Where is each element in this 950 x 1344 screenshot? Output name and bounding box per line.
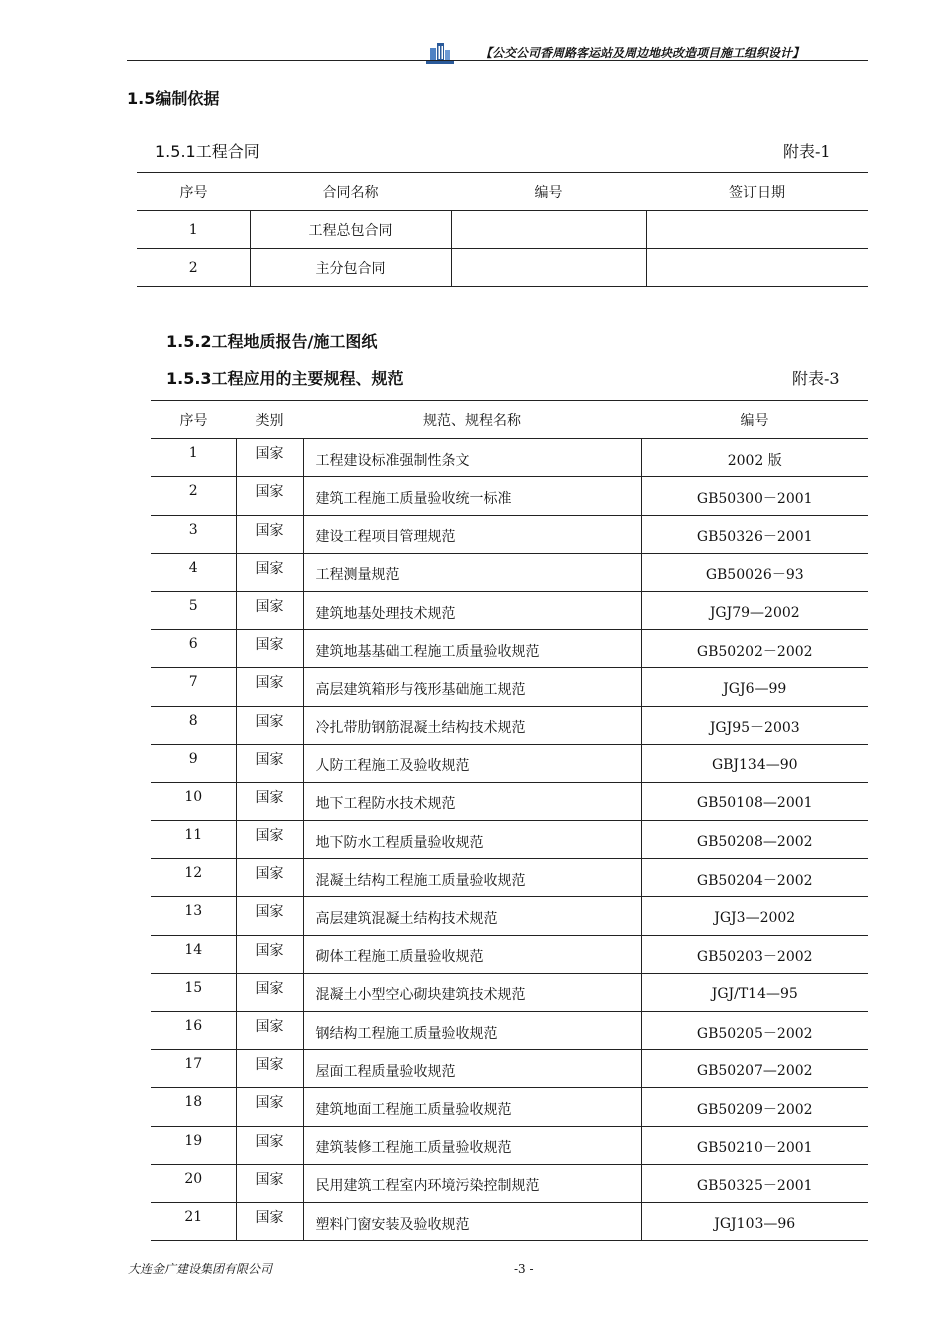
regulation-name: 屋面工程质量验收规范 <box>303 1050 641 1088</box>
regulation-code: GB50205－2002 <box>641 1012 868 1050</box>
footer-company-name: 大连金广建设集团有限公司 <box>128 1262 273 1276</box>
regulation-category: 国家 <box>236 782 303 820</box>
contracts-appendix-label: 附表-1 <box>783 142 831 161</box>
regulation-code: GB50202－2002 <box>641 630 868 668</box>
regulation-name: 建筑地基基础工程施工质量验收规范 <box>303 630 641 668</box>
row-number: 3 <box>151 515 236 553</box>
regulation-code: JGJ103—96 <box>641 1202 868 1240</box>
column-header: 签订日期 <box>646 173 868 211</box>
table-row <box>151 897 868 935</box>
regulation-code: GB50207—2002 <box>641 1050 868 1088</box>
row-number: 13 <box>151 897 236 935</box>
row-number: 2 <box>137 249 250 287</box>
regulation-category: 国家 <box>236 1050 303 1088</box>
header-divider <box>127 60 868 61</box>
table-row <box>151 973 868 1011</box>
regulation-name: 高层建筑箱形与筏形基础施工规范 <box>303 668 641 706</box>
table-row <box>151 1012 868 1050</box>
regulation-category: 国家 <box>236 706 303 744</box>
regulation-code: GB50203－2002 <box>641 935 868 973</box>
regulation-code: GB50204－2002 <box>641 859 868 897</box>
regulation-code: JGJ79—2002 <box>641 591 868 629</box>
table-row <box>151 477 868 515</box>
table-row <box>151 668 868 706</box>
table-row <box>151 515 868 553</box>
table-row <box>137 249 868 287</box>
row-number: 21 <box>151 1202 236 1240</box>
regulation-code: JGJ3—2002 <box>641 897 868 935</box>
regulation-name: 地下防水工程质量验收规范 <box>303 821 641 859</box>
table-row <box>151 1050 868 1088</box>
regulation-category: 国家 <box>236 515 303 553</box>
regulation-code: GB50208—2002 <box>641 821 868 859</box>
regulation-category: 国家 <box>236 1126 303 1164</box>
column-header: 编号 <box>451 173 646 211</box>
regulation-code: GB50210－2001 <box>641 1126 868 1164</box>
row-number: 16 <box>151 1012 236 1050</box>
table-row <box>151 630 868 668</box>
regulation-name: 建筑地面工程施工质量验收规范 <box>303 1088 641 1126</box>
column-header: 序号 <box>137 173 250 211</box>
regulations-appendix-label: 附表-3 <box>792 369 840 388</box>
column-header: 编号 <box>641 401 868 439</box>
regulation-category: 国家 <box>236 1012 303 1050</box>
regulation-code: GB50209－2002 <box>641 1088 868 1126</box>
row-number: 6 <box>151 630 236 668</box>
regulation-name: 建筑地基处理技术规范 <box>303 591 641 629</box>
table-row <box>151 591 868 629</box>
regulation-name: 地下工程防水技术规范 <box>303 782 641 820</box>
regulation-category: 国家 <box>236 897 303 935</box>
row-number: 17 <box>151 1050 236 1088</box>
regulation-code: GB50325－2001 <box>641 1164 868 1202</box>
document-header-title: 【公交公司香周路客运站及周边地块改造项目施工组织设计】 <box>480 46 805 60</box>
regulation-category: 国家 <box>236 439 303 477</box>
section-title: 1.5编制依据 <box>127 89 220 108</box>
regulation-category: 国家 <box>236 935 303 973</box>
table-row <box>151 935 868 973</box>
table-row <box>151 744 868 782</box>
regulations-table <box>151 400 868 1241</box>
contract-date <box>646 249 868 287</box>
row-number: 2 <box>151 477 236 515</box>
table-row <box>151 1088 868 1126</box>
regulation-category: 国家 <box>236 477 303 515</box>
regulation-name: 混凝土小型空心砌块建筑技术规范 <box>303 973 641 1011</box>
regulation-category: 国家 <box>236 821 303 859</box>
row-number: 4 <box>151 553 236 591</box>
regulation-code: GB50326－2001 <box>641 515 868 553</box>
table-row <box>151 439 868 477</box>
regulation-category: 国家 <box>236 591 303 629</box>
column-header: 序号 <box>151 401 236 439</box>
regulation-code: GB50108—2001 <box>641 782 868 820</box>
regulation-category: 国家 <box>236 1202 303 1240</box>
regulation-name: 建设工程项目管理规范 <box>303 515 641 553</box>
regulation-name: 建筑装修工程施工质量验收规范 <box>303 1126 641 1164</box>
column-header: 规范、规程名称 <box>303 401 641 439</box>
regulation-code: GBJ134—90 <box>641 744 868 782</box>
contract-code <box>451 211 646 249</box>
contracts-table <box>137 172 868 287</box>
table-header-row <box>137 173 868 211</box>
regulation-code: JGJ95－2003 <box>641 706 868 744</box>
table-row <box>151 1126 868 1164</box>
row-number: 8 <box>151 706 236 744</box>
column-header: 类别 <box>236 401 303 439</box>
row-number: 11 <box>151 821 236 859</box>
contract-code <box>451 249 646 287</box>
table-row <box>151 859 868 897</box>
table-row <box>151 1202 868 1240</box>
table-row <box>151 706 868 744</box>
regulation-category: 国家 <box>236 668 303 706</box>
regulation-name: 民用建筑工程室内环境污染控制规范 <box>303 1164 641 1202</box>
regulation-name: 高层建筑混凝土结构技术规范 <box>303 897 641 935</box>
regulation-code: JGJ/T14—95 <box>641 973 868 1011</box>
table-row <box>151 553 868 591</box>
regulation-name: 塑料门窗安装及验收规范 <box>303 1202 641 1240</box>
row-number: 1 <box>137 211 250 249</box>
row-number: 5 <box>151 591 236 629</box>
row-number: 7 <box>151 668 236 706</box>
regulation-category: 国家 <box>236 859 303 897</box>
table-header-row <box>151 401 868 439</box>
regulation-name: 建筑工程施工质量验收统一标准 <box>303 477 641 515</box>
contract-date <box>646 211 868 249</box>
regulation-name: 人防工程施工及验收规范 <box>303 744 641 782</box>
row-number: 9 <box>151 744 236 782</box>
regulation-code: 2002 版 <box>641 439 868 477</box>
row-number: 20 <box>151 1164 236 1202</box>
regulation-category: 国家 <box>236 744 303 782</box>
regulation-category: 国家 <box>236 630 303 668</box>
row-number: 12 <box>151 859 236 897</box>
row-number: 19 <box>151 1126 236 1164</box>
table-row <box>151 782 868 820</box>
contract-name: 主分包合同 <box>250 249 451 287</box>
regulation-category: 国家 <box>236 1088 303 1126</box>
row-number: 1 <box>151 439 236 477</box>
regulation-code: GB50026－93 <box>641 553 868 591</box>
column-header: 合同名称 <box>250 173 451 211</box>
contract-name: 工程总包合同 <box>250 211 451 249</box>
row-number: 10 <box>151 782 236 820</box>
regulation-name: 工程测量规范 <box>303 553 641 591</box>
regulation-category: 国家 <box>236 973 303 1011</box>
regulation-name: 冷扎带肋钢筋混凝土结构技术规范 <box>303 706 641 744</box>
regulation-category: 国家 <box>236 553 303 591</box>
geology-heading: 1.5.2工程地质报告/施工图纸 <box>166 332 378 351</box>
regulation-name: 砌体工程施工质量验收规范 <box>303 935 641 973</box>
regulation-category: 国家 <box>236 1164 303 1202</box>
regulations-heading: 1.5.3工程应用的主要规程、规范 <box>166 369 404 388</box>
table-row <box>151 821 868 859</box>
row-number: 18 <box>151 1088 236 1126</box>
regulation-name: 钢结构工程施工质量验收规范 <box>303 1012 641 1050</box>
row-number: 15 <box>151 973 236 1011</box>
regulation-code: GB50300－2001 <box>641 477 868 515</box>
page-number: -3 - <box>514 1262 534 1276</box>
regulation-name: 工程建设标准强制性条文 <box>303 439 641 477</box>
regulation-code: JGJ6—99 <box>641 668 868 706</box>
table-row <box>137 211 868 249</box>
row-number: 14 <box>151 935 236 973</box>
table-row <box>151 1164 868 1202</box>
contracts-heading: 1.5.1工程合同 <box>155 142 260 161</box>
regulation-name: 混凝土结构工程施工质量验收规范 <box>303 859 641 897</box>
